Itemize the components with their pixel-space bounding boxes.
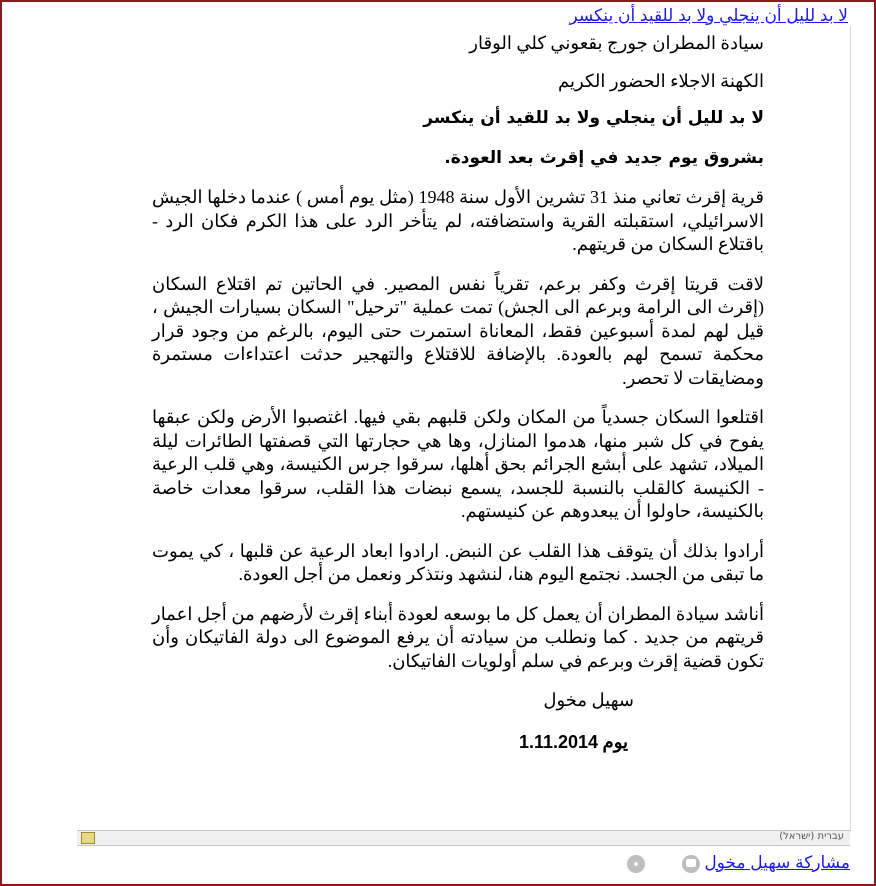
camera-icon[interactable] [627, 855, 645, 873]
post-title-link[interactable]: لا بد لليل أن ينجلي ولا بد للقيد أن ينكسر [569, 6, 848, 25]
post-footer [2, 847, 874, 884]
signature: سهيل مخول [543, 690, 634, 710]
paragraph-3: اقتلعوا السكان جسدياً من المكان ولكن قلبهم بقي فيها. اغتصبوا الأرض ولكن عبقها يفوح في كل شبر منها، هدموا المنازل، وها هي حجارتها التي قصفتها الطائرات ليلة الميلاد، تشهد على أبشع الجرائم بحق أهلها، سرقوا جرس الكنيسة، وهي قلب الرعية - الكنيسة كالقلب بالنسبة للجسد، يسمع نبضات هذا القلب، سرقوا معدات خاصة بالكنيسة، حاولوا أن يبعدوهم عن كنيستهم. [152, 407, 764, 521]
paragraph-5: أناشد سيادة المطران أن يعمل كل ما بوسعه لعودة أبناء إقرث لأرضهم من أجل اعمار قريتهم من جديد . كما ونطلب من سيادته أن يرفع الموضوع الى دولة الفاتيكان وأن تكون قضية إقرث وبرعم في سلم أولويات الفاتيكان. [152, 603, 764, 671]
date-value: 1.11.2014 [518, 731, 599, 752]
salutation-bishop: سيادة المطران جورج بقعوني كلي الوقار [469, 33, 764, 53]
paragraph-1: قرية إقرث تعاني منذ 31 تشرين الأول سنة 1948 (مثل يوم أمس ) عندما دخلها الجيش الاسرائيلي، استقبلته القرية واستضافته، لم يتأخر الرد على هذا الكرم فكان الرد - باقتلاع السكان من قريتهم. [152, 187, 764, 254]
headline-2: بشروق يوم جديد في إقرث بعد العودة. [444, 147, 764, 168]
comment-icon[interactable] [682, 855, 700, 873]
language-status: עברית (ישראל) [779, 831, 844, 842]
paragraph-4: أرادوا بذلك أن يتوقف هذا القلب عن النبض. ارادوا ابعاد الرعية عن قلبها ، كي يموت ما تبقى من الجسد. نجتمع اليوم هنا، لنشهد ونتذكر ونعمل من أجل العودة. [152, 540, 764, 584]
headline-1: لا بد لليل أن ينجلي ولا بد للقيد أن ينكسر [423, 108, 764, 128]
document-status-bar[interactable] [77, 830, 850, 846]
date-prefix: يوم [602, 731, 628, 752]
share-link[interactable]: مشاركة سهيل مخول [704, 853, 850, 872]
salutation-audience: الكهنة الاجلاء الحضور الكريم [558, 70, 764, 91]
date-line [152, 731, 764, 755]
document-body [152, 32, 764, 754]
paragraph-2: لاقت قريتا إقرث وكفر برعم، تقرياً نفس المصير. في الحاتين تم اقتلاع السكان (إقرث الى الرامة وبرعم الى الجش) تمت عملية "ترحيل" السكان بسيارات الجيش ، قيل لهم لمدة أسبوعين فقط، المعاناة استمرت حتى اليوم، بالرغم من وجود قرار محكمة تسمح لهم بالعودة. بالإضافة للاقتلاع والتهجير حدثت اعتداءات مستمرة ومضايقات لا تحصر. [152, 273, 764, 388]
document-icon[interactable] [81, 832, 95, 844]
